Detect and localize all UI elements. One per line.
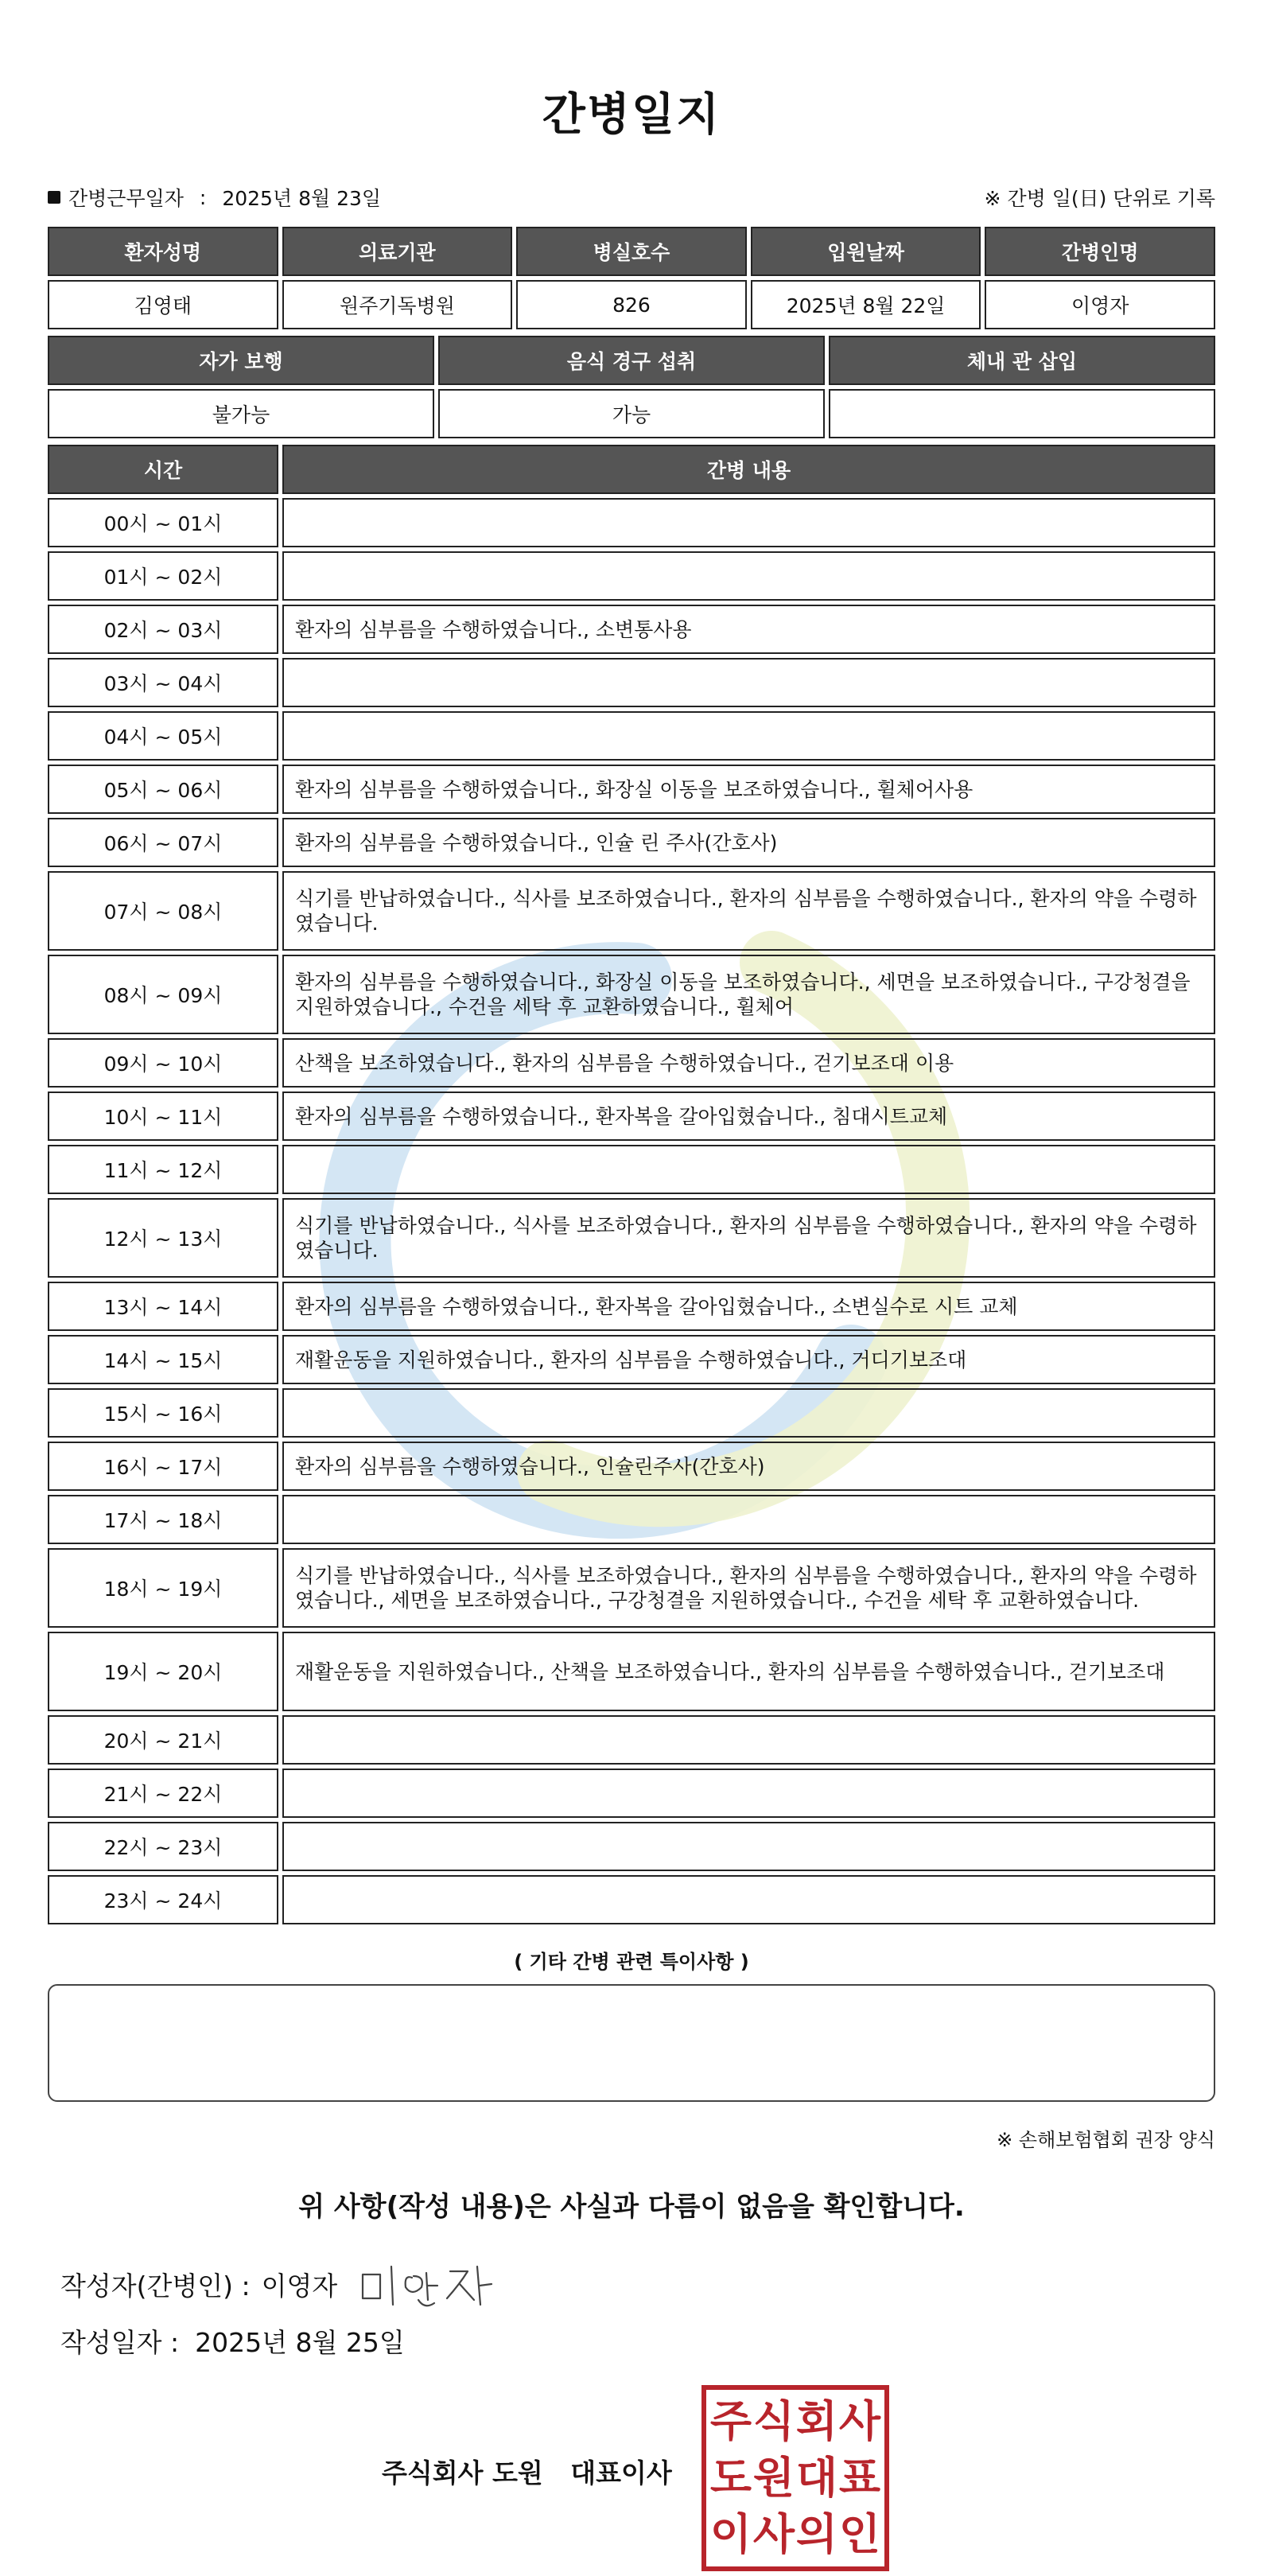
care-log-row [48,658,1215,707]
seal-character: 식 [752,2395,795,2446]
oral-intake-value: 가능 [438,389,825,438]
log-content: 식기를 반납하였습니다., 식사를 보조하였습니다., 환자의 심부름을 수행하였습니다., 환자의 약을 수령하였습니다. [282,871,1215,951]
seal-character: 사 [838,2395,881,2446]
care-log-row [48,955,1215,1034]
care-log-row [48,1875,1215,1924]
written-date-label: 작성일자 : [60,2326,180,2358]
seal-character: 주 [709,2395,752,2446]
care-log-row [48,1038,1215,1088]
written-date-row [60,2317,1215,2364]
log-time: 03시 ~ 04시 [48,658,278,707]
notes-title: ( 기타 간병 관련 특이사항 ) [514,1951,749,1973]
care-log-row [48,1198,1215,1278]
care-log-row [48,1632,1215,1711]
care-log-row [48,1442,1215,1491]
author-row [60,2256,1215,2312]
care-log-row [48,1091,1215,1141]
log-time: 20시 ~ 21시 [48,1715,278,1765]
company-row [48,2385,1215,2576]
log-content [282,1715,1215,1765]
care-log-row [48,605,1215,654]
work-date-label: 간병근무일자 [68,187,184,210]
log-content: 환자의 심부름을 수행하였습니다., 환자복을 갈아입혔습니다., 소변실수로 시트 교체 [282,1282,1215,1331]
log-content: 환자의 심부름을 수행하였습니다., 환자복을 갈아입혔습니다., 침대시트교체 [282,1091,1215,1141]
square-bullet-icon [48,191,60,204]
hospital-name: 원주기독병원 [282,280,513,329]
care-log-table [44,441,1219,1928]
log-time: 00시 ~ 01시 [48,498,278,547]
log-time: 19시 ~ 20시 [48,1632,278,1711]
patient-status-table [44,332,1219,442]
log-time: 01시 ~ 02시 [48,551,278,601]
room-number: 826 [516,280,747,329]
log-time: 21시 ~ 22시 [48,1769,278,1818]
log-content [282,551,1215,601]
work-date [48,183,381,212]
log-content [282,498,1215,547]
care-log-row [48,765,1215,814]
log-time: 07시 ~ 08시 [48,871,278,951]
meta-row [48,183,1215,212]
care-log-row [48,871,1215,951]
log-content [282,711,1215,761]
care-log-row [48,1388,1215,1438]
log-time: 11시 ~ 12시 [48,1145,278,1194]
seal-character: 의 [795,2509,838,2560]
seal-character: 대 [795,2452,838,2503]
care-log-row [48,1822,1215,1871]
seal-character: 인 [838,2509,881,2560]
header-oral-intake: 음식 경구 섭취 [438,336,825,385]
author-label: 작성자(간병인) : [60,2270,251,2302]
patient-info-table [44,223,1219,333]
log-content [282,1495,1215,1544]
care-log-row [48,551,1215,601]
log-content [282,1822,1215,1871]
author-name: 이영자 [261,2270,338,2302]
log-time: 12시 ~ 13시 [48,1198,278,1278]
header-patient-name: 환자성명 [48,227,278,276]
log-time: 13시 ~ 14시 [48,1282,278,1331]
log-time: 06시 ~ 07시 [48,818,278,867]
log-content: 산책을 보조하였습니다., 환자의 심부름을 수행하였습니다., 걷기보조대 이용 [282,1038,1215,1088]
header-care-content: 간병 내용 [282,445,1215,494]
log-content: 재활운동을 지원하였습니다., 환자의 심부름을 수행하였습니다., 거디기보조대 [282,1335,1215,1384]
log-content [282,658,1215,707]
patient-name: 김영태 [48,280,278,329]
header-admission-date: 입원날짜 [751,227,981,276]
header-room-number: 병실호수 [516,227,747,276]
seal-character: 사 [752,2509,795,2560]
log-content: 환자의 심부름을 수행하였습니다., 화장실 이동을 보조하였습니다., 휠체어사용 [282,765,1215,814]
written-date-value: 2025년 8월 25일 [195,2326,405,2358]
log-content: 환자의 심부름을 수행하였습니다., 인슐 린 주사(간호사) [282,818,1215,867]
log-time: 15시 ~ 16시 [48,1388,278,1438]
log-content [282,1388,1215,1438]
caregiver-name: 이영자 [985,280,1215,329]
seal-character: 이 [709,2509,752,2560]
care-log-row [48,1548,1215,1628]
unit-note: ※ 간병 일(日) 단위로 기록 [984,187,1215,210]
header-tube-insertion: 체내 관 삽입 [829,336,1215,385]
form-note: ※ 손해보험협회 권장 양식 [997,2129,1215,2151]
log-content [282,1875,1215,1924]
log-content [282,1145,1215,1194]
log-content [282,1769,1215,1818]
log-time: 09시 ~ 10시 [48,1038,278,1088]
care-log-row [48,498,1215,547]
company-seal-stamp [701,2385,889,2571]
care-log-row [48,1335,1215,1384]
care-log-row [48,1495,1215,1544]
notes-box [48,1984,1215,2102]
page-title: 간병일지 [542,89,721,141]
care-log-row [48,1145,1215,1194]
admission-date: 2025년 8월 22일 [751,280,981,329]
company-name: 주식회사 도원 대표이사 [382,2457,672,2488]
log-time: 16시 ~ 17시 [48,1442,278,1491]
log-time: 18시 ~ 19시 [48,1548,278,1628]
log-time: 14시 ~ 15시 [48,1335,278,1384]
confirmation-statement: 위 사항(작성 내용)은 사실과 다름이 없음을 확인합니다. [298,2191,965,2223]
log-content: 환자의 심부름을 수행하였습니다., 소변통사용 [282,605,1215,654]
log-time: 22시 ~ 23시 [48,1822,278,1871]
log-time: 04시 ~ 05시 [48,711,278,761]
log-content: 환자의 심부름을 수행하였습니다., 화장실 이동을 보조하였습니다., 세면을 보조하였습니다., 구강청결을 지원하였습니다., 수건을 세탁 후 교환하였습니다., 휠체어 [282,955,1215,1034]
care-log-row [48,1715,1215,1765]
log-content: 환자의 심부름을 수행하였습니다., 인슐린주사(간호사) [282,1442,1215,1491]
log-time: 10시 ~ 11시 [48,1091,278,1141]
header-caregiver-name: 간병인명 [985,227,1215,276]
self-walking-value: 불가능 [48,389,434,438]
log-content: 재활운동을 지원하였습니다., 산책을 보조하였습니다., 환자의 심부름을 수행하였습니다., 걷기보조대 [282,1632,1215,1711]
seal-character: 도 [709,2452,752,2503]
log-time: 05시 ~ 06시 [48,765,278,814]
care-log-row [48,1282,1215,1331]
log-time: 23시 ~ 24시 [48,1875,278,1924]
log-content: 식기를 반납하였습니다., 식사를 보조하였습니다., 환자의 심부름을 수행하였습니다., 환자의 약을 수령하였습니다., 세면을 보조하였습니다., 구강청결을 지원하였습니다., 수건을 세탁 후 교환하였습니다. [282,1548,1215,1628]
header-time: 시간 [48,445,278,494]
log-time: 17시 ~ 18시 [48,1495,278,1544]
header-self-walking: 자가 보행 [48,336,434,385]
seal-character: 회 [795,2395,838,2446]
care-log-row [48,711,1215,761]
care-log-row [48,1769,1215,1818]
header-hospital: 의료기관 [282,227,513,276]
work-date-separator: : [199,185,207,209]
signature [348,2252,507,2316]
work-date-value: 2025년 8월 23일 [222,187,382,210]
log-time: 08시 ~ 09시 [48,955,278,1034]
log-content: 식기를 반납하였습니다., 식사를 보조하였습니다., 환자의 심부름을 수행하였습니다., 환자의 약을 수령하였습니다. [282,1198,1215,1278]
tube-insertion-value [829,389,1215,438]
care-log-row [48,818,1215,867]
seal-character: 원 [752,2452,795,2503]
log-time: 02시 ~ 03시 [48,605,278,654]
seal-character: 표 [838,2452,881,2503]
